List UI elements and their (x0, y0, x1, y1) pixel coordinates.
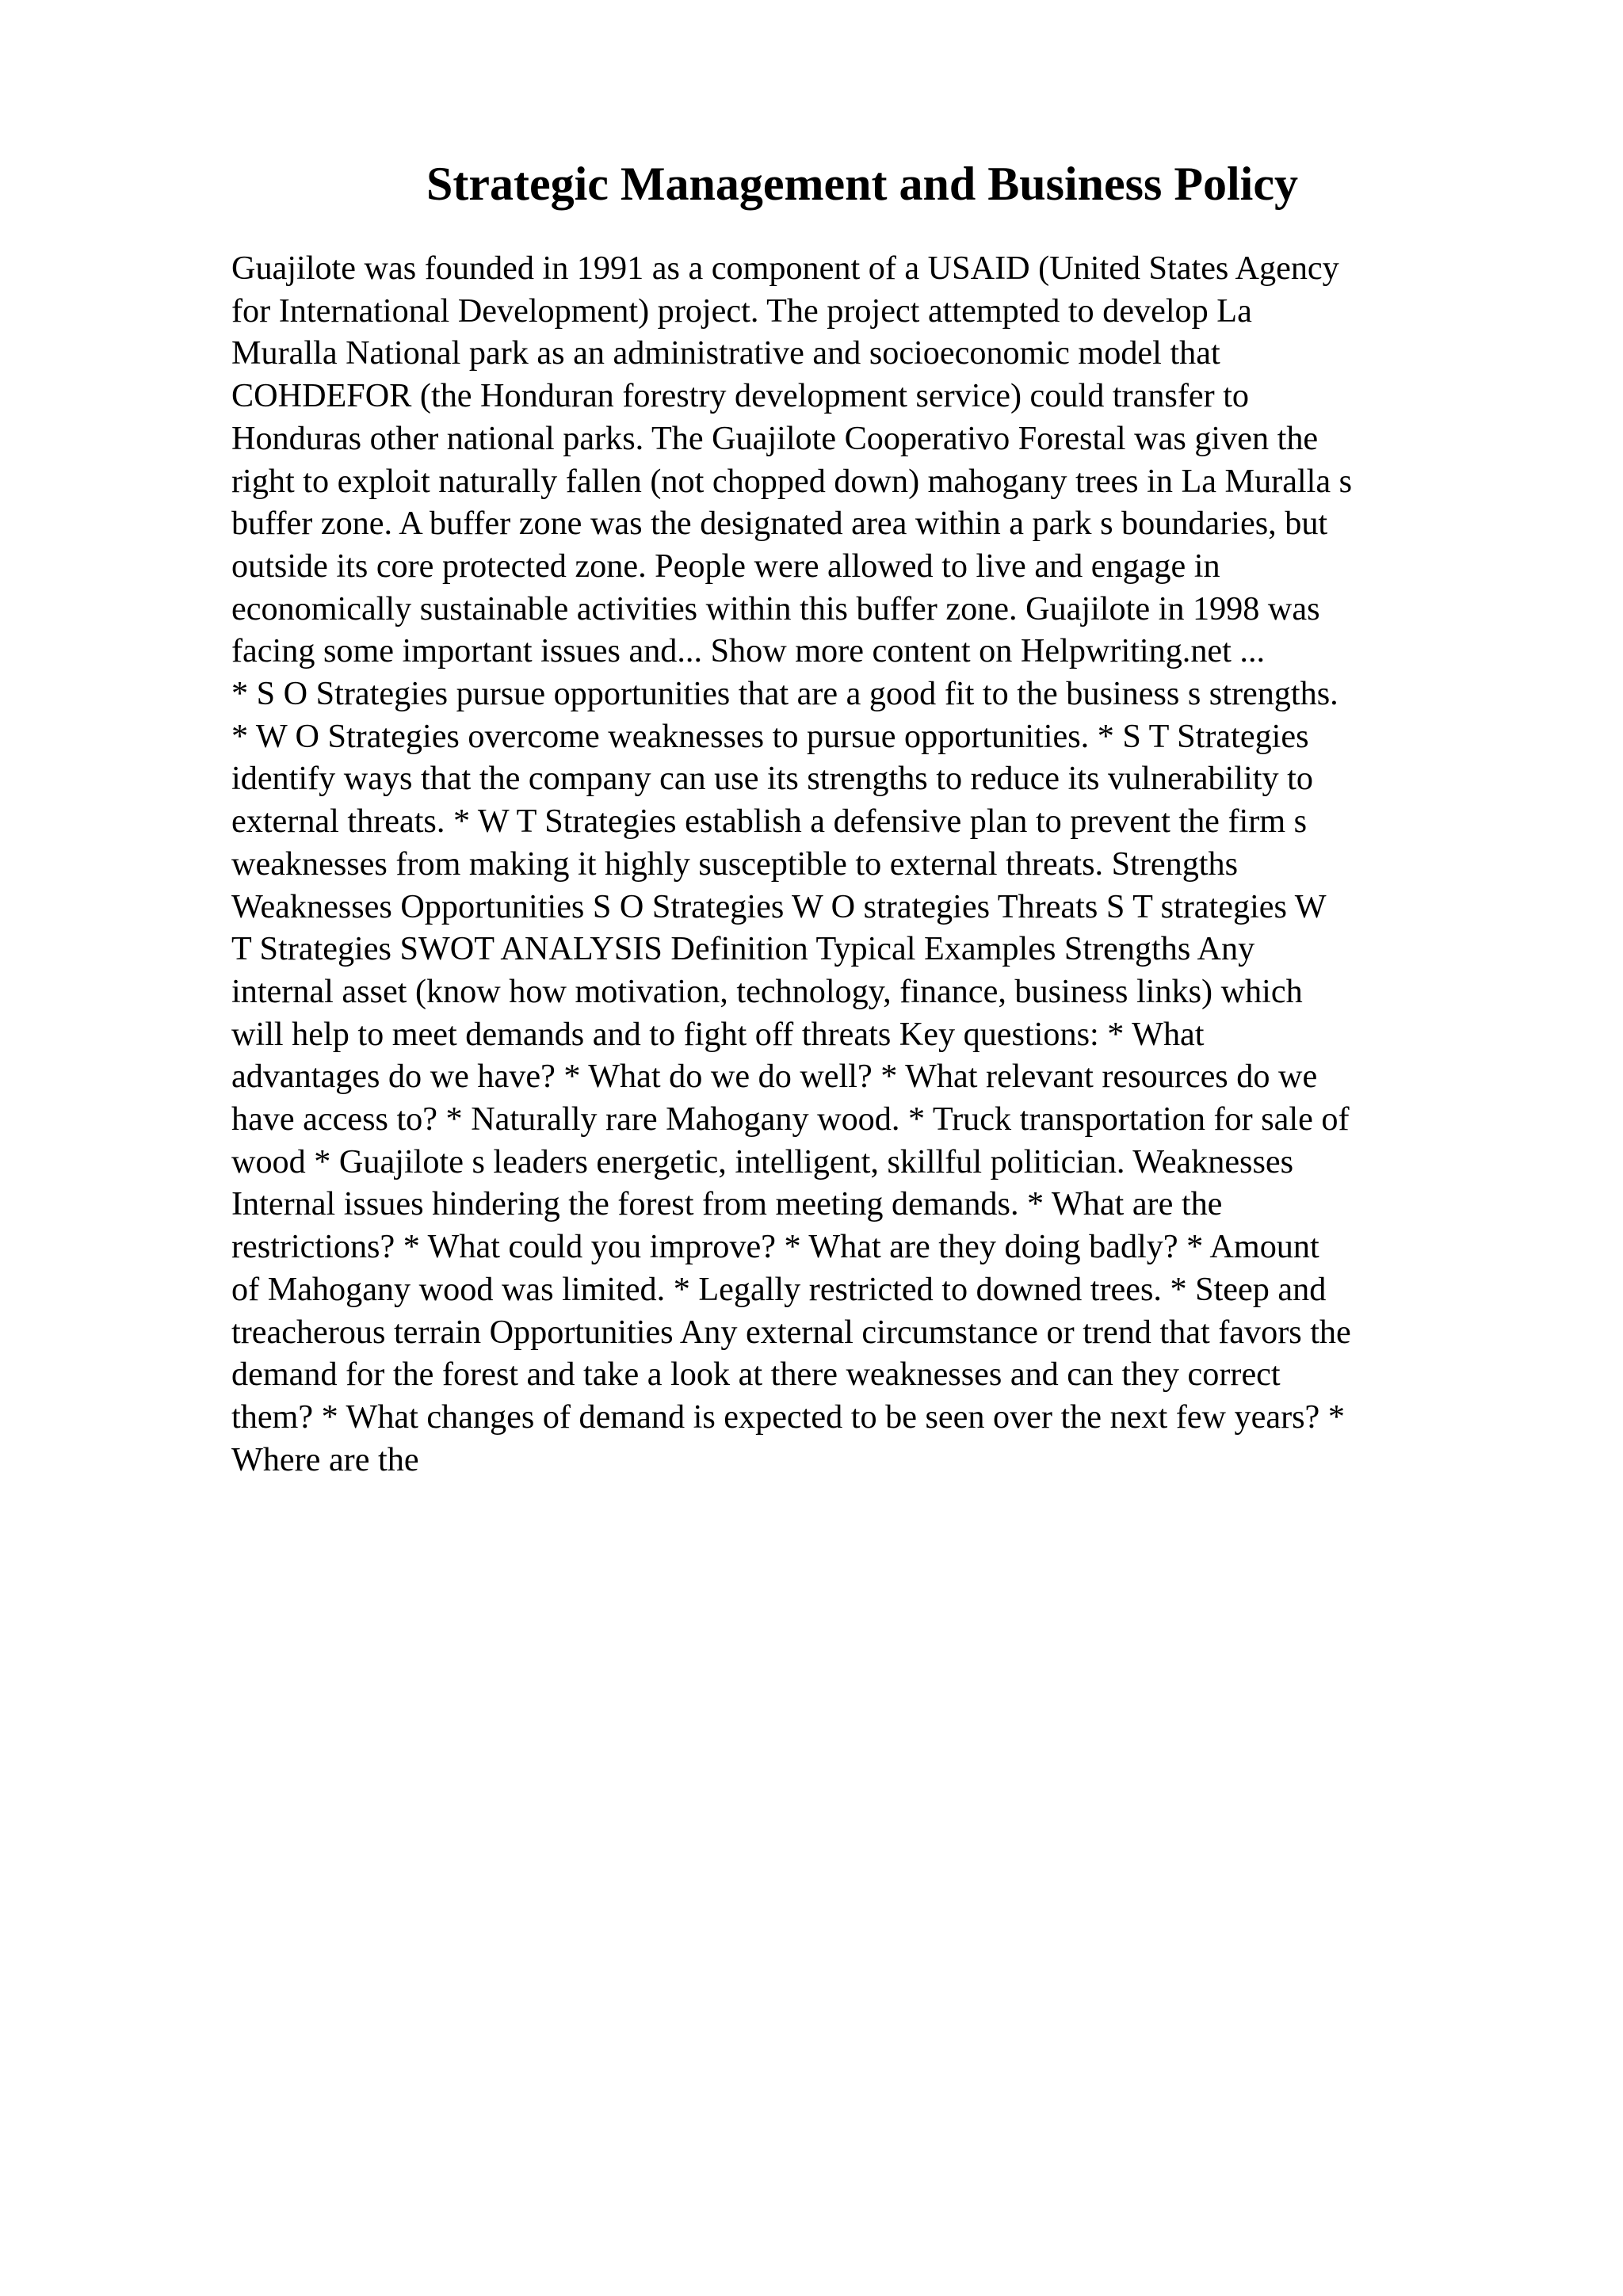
text-line: Guajilote was founded in 1991 as a component of a USAID (United States Agency (231, 250, 1339, 287)
text-line: Where are the (231, 1440, 419, 1478)
text-line: * W O Strategies overcome weaknesses to pursue opportunities. * S T Strategies (231, 717, 1309, 755)
text-line: Weaknesses Opportunities S O Strategies W O strategies Threats S T strategies W (231, 887, 1327, 925)
text-line: outside its core protected zone. People were allowed to live and engage in (231, 547, 1220, 585)
text-line: wood * Guajilote s leaders energetic, intelligent, skillful politician. Weaknesses (231, 1142, 1294, 1180)
text-line: Internal issues hindering the forest from meeting demands. * What are the (231, 1185, 1223, 1223)
text-line: external threats. * W T Strategies establish a defensive plan to prevent the firm s (231, 803, 1308, 841)
text-line: buffer zone. A buffer zone was the designated area within a park s boundaries, but (231, 505, 1328, 543)
text-line: Muralla National park as an administrative and socioeconomic model that (231, 334, 1220, 372)
text-line: restrictions? * What could you improve? * What are they doing badly? * Amount (231, 1228, 1319, 1266)
text-line: T Strategies SWOT ANALYSIS Definition Typical Examples Strengths Any (231, 930, 1255, 968)
text-line: for International Development) project. The project attempted to develop La (231, 292, 1252, 330)
text-line: weaknesses from making it highly susceptible to external threats. Strengths (231, 845, 1239, 883)
text-line: have access to? * Naturally rare Mahogany wood. * Truck transportation for sale of (231, 1100, 1350, 1138)
text-line: COHDEFOR (the Honduran forestry development service) could transfer to (231, 377, 1250, 415)
text-line: advantages do we have? * What do we do well? * What relevant resources do we (231, 1058, 1318, 1096)
text-line: facing some important issues and... Show more content on Helpwriting.net ... (231, 632, 1266, 670)
text-line: internal asset (know how motivation, technology, finance, business links) which (231, 972, 1303, 1010)
text-line: of Mahogany wood was limited. * Legally restricted to downed trees. * Steep and (231, 1270, 1327, 1308)
page-title: Strategic Management and Business Policy (426, 158, 1298, 210)
text-line: identify ways that the company can use its strengths to reduce its vulnerability to (231, 760, 1313, 798)
body-text (231, 247, 1484, 1481)
text-line: treacherous terrain Opportunities Any external circumstance or trend that favors the (231, 1313, 1351, 1351)
text-line: demand for the forest and take a look at there weaknesses and can they correct (231, 1356, 1281, 1394)
text-line: will help to meet demands and to fight off threats Key questions: * What (231, 1015, 1205, 1053)
text-line: * S O Strategies pursue opportunities that are a good fit to the business s strengths. (231, 675, 1338, 713)
text-line: them? * What changes of demand is expected to be seen over the next few years? * (231, 1398, 1345, 1436)
text-line: right to exploit naturally fallen (not chopped down) mahogany trees in La Muralla s (231, 462, 1353, 500)
text-line: Honduras other national parks. The Guajilote Cooperativo Forestal was given the (231, 419, 1319, 457)
text-line: economically sustainable activities within this buffer zone. Guajilote in 1998 was (231, 589, 1320, 627)
